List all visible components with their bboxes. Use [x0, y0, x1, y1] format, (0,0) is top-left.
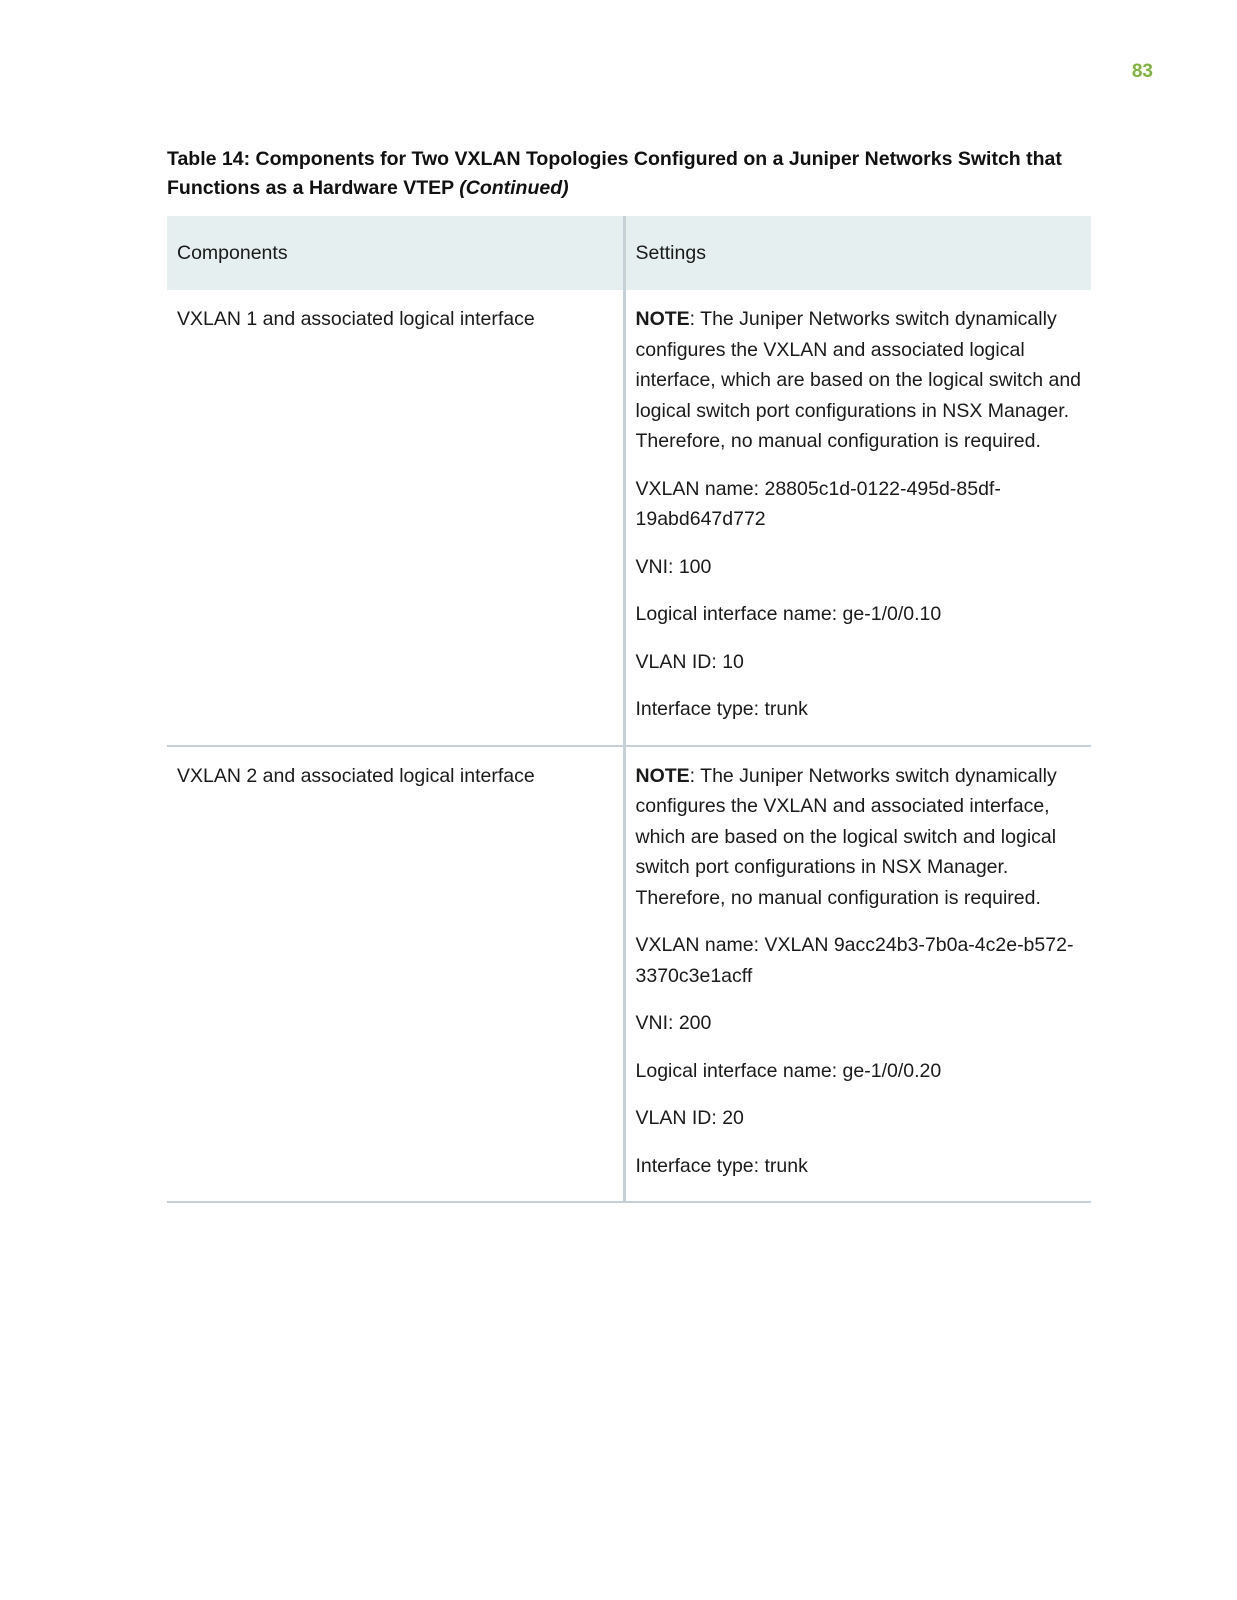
- note-paragraph: [636, 304, 1082, 457]
- settings-cell: [624, 746, 1091, 1203]
- setting-vni: VNI: 200: [635, 1012, 712, 1034]
- setting-interface-type: Interface type: trunk: [635, 698, 808, 720]
- component-cell: VXLAN 2 and associated logical interface: [167, 746, 624, 1203]
- table-row: [167, 746, 1091, 1203]
- setting-logical-interface: Logical interface name: ge-1/0/0.20: [635, 1059, 942, 1082]
- table-caption-continued: (Continued): [459, 177, 569, 199]
- setting-vxlan-name: VXLAN name: VXLAN 9acc24b3-7b0a-4c2e-b572-3370c3e1acff: [635, 934, 1074, 987]
- component-cell: VXLAN 1 and associated logical interface: [167, 290, 624, 746]
- table-row: [167, 290, 1091, 746]
- setting-vni: VNI: 100: [635, 555, 712, 578]
- note-paragraph: [636, 761, 1082, 914]
- setting-interface-type: Interface type: trunk: [635, 1154, 808, 1177]
- note-text: : The Juniper Networks switch dynamically configures the VXLAN and associated interface, which are based on the logical switch and logical switch port configurations in NSX Manager. Therefore, no manual configuration is required.: [635, 764, 1057, 909]
- table-header-row: [167, 216, 1091, 290]
- table-caption: [167, 145, 1067, 203]
- setting-vlan-id: VLAN ID: 20: [635, 1107, 744, 1129]
- components-table: [167, 216, 1091, 1203]
- note-label: NOTE: [635, 308, 690, 330]
- settings-cell: [624, 290, 1091, 746]
- setting-vxlan-name: VXLAN name: 28805c1d-0122-495d-85df-19abd647d772: [635, 477, 1001, 530]
- header-settings: Settings: [624, 216, 1091, 290]
- note-label: NOTE: [635, 764, 690, 787]
- table-caption-title: Table 14: Components for Two VXLAN Topologies Configured on a Juniper Networks Switch that Functions as a Hardware VTEP: [167, 148, 1062, 199]
- header-components: Components: [167, 216, 624, 290]
- setting-logical-interface: Logical interface name: ge-1/0/0.10: [635, 603, 942, 625]
- setting-vlan-id: VLAN ID: 10: [635, 650, 744, 673]
- note-text: : The Juniper Networks switch dynamically configures the VXLAN and associated logical interface, which are based on the logical switch and logical switch port configurations in NSX Manager. Therefore, no manual configuration is required.: [635, 308, 1082, 452]
- page-number: 83: [1131, 61, 1153, 82]
